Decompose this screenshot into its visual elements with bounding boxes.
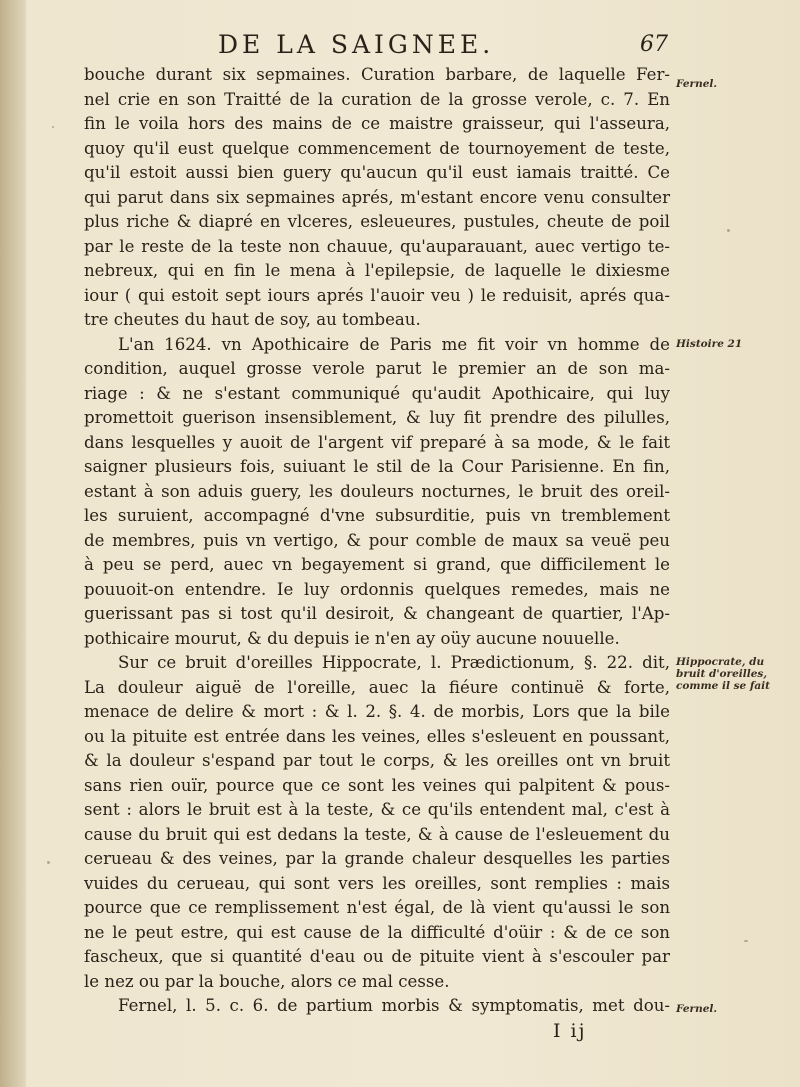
text-line: guerissant pas si tost qu'il desiroit, & changeant de quartier, l'Ap- xyxy=(84,604,670,623)
text-line: L'an 1624. vn Apothicaire de Paris me fit voir vn homme de xyxy=(118,334,670,354)
text-line: cause du bruit qui est dedans la teste, & à cause de l'esleuement du xyxy=(84,824,670,844)
text-line: pothicaire mourut, & du depuis ie n'en ay oüy aucune nouuelle. xyxy=(84,628,620,648)
marginal-note: Histoire 21 xyxy=(676,338,743,350)
text-line: les suruient, accompagné d'vne subsurditie, puis vn tremblement xyxy=(84,506,670,525)
text-line: vuides du cerueau, qui sont vers les oreilles, sont remplies : mais xyxy=(84,873,670,893)
text-line: plus riche & diapré en vlceres, esleueures, pustules, cheute de poil xyxy=(84,212,670,231)
marginal-note: Fernel. xyxy=(676,1003,718,1015)
text-line: à peu se perd, auec vn begayement si grand, que difficilement le xyxy=(84,555,670,574)
paper-speck xyxy=(52,126,54,128)
text-line: Sur ce bruit d'oreilles Hippocrate, l. Prædictionum, §. 22. dit, xyxy=(118,653,670,672)
text-line: ou la pituite est entrée dans les veines, elles s'esleuent en poussant, xyxy=(84,726,670,746)
text-line: bouche durant six sepmaines. Curation barbare, de laquelle Fer- xyxy=(84,65,670,84)
text-line: pouuoit-on entendre. Ie luy ordonnis quelques remedes, mais ne xyxy=(84,579,670,599)
text-line: cerueau & des veines, par la grande chaleur desquelles les parties xyxy=(84,849,670,868)
text-line: tre cheutes du haut de soy, au tombeau. xyxy=(84,310,421,329)
text-line: nebreux, qui en fin le mena à l'epilepsie, de laquelle le dixiesme xyxy=(84,261,670,280)
text-line: estant à son aduis guery, les douleurs nocturnes, le bruit des oreil- xyxy=(84,481,670,501)
text-line: promettoit guerison insensiblement, & luy fit prendre des pilulles, xyxy=(84,408,670,427)
body-text xyxy=(84,63,670,1019)
text-line: de membres, puis vn vertigo, & pour comble de maux sa veuë peu xyxy=(84,530,670,550)
text-line: fascheux, que si quantité d'eau ou de pituite vient à s'escouler par xyxy=(84,947,670,966)
text-line: dans lesquelles y auoit de l'argent vif preparé à sa mode, & le fait xyxy=(84,432,670,452)
running-title: DE LA SAIGNEE. xyxy=(218,30,495,59)
text-line: fin le voila hors des mains de ce maistre graisseur, qui l'asseura, xyxy=(84,114,670,133)
text-line: quoy qu'il eust quelque commencement de tournoyement de teste, xyxy=(84,138,670,158)
page-gutter xyxy=(0,0,26,1087)
text-line: nel crie en son Traitté de la curation de la grosse verole, c. 7. En xyxy=(84,89,670,109)
text-line: iour ( qui estoit sept iours aprés l'auoir veu ) le reduisit, aprés qua- xyxy=(84,285,670,305)
signature-mark: I ij xyxy=(553,1020,587,1042)
paper-speck xyxy=(744,940,748,942)
text-line: La douleur aiguë de l'oreille, auec la fiéure continuë & forte, xyxy=(84,677,670,697)
text-line: sans rien ouïr, pource que ce sont les veines qui palpitent & pous- xyxy=(84,775,670,795)
text-line: qui parut dans six sepmaines aprés, m'estant encore venu consulter xyxy=(84,187,670,207)
text-line: ne le peut estre, qui est cause de la difficulté d'oüir : & de ce son xyxy=(84,922,670,942)
paper-speck xyxy=(47,861,50,864)
text-line: sent : alors le bruit est à la teste, & ce qu'ils entendent mal, c'est à xyxy=(84,800,670,819)
paper-speck xyxy=(727,229,730,232)
marginal-note: Fernel. xyxy=(676,78,718,90)
text-line: le nez ou par la bouche, alors ce mal cesse. xyxy=(84,971,450,991)
text-line: riage : & ne s'estant communiqué qu'audit Apothicaire, qui luy xyxy=(84,383,670,403)
text-line: Fernel, l. 5. c. 6. de partium morbis & symptomatis, met dou- xyxy=(118,996,670,1015)
page-header xyxy=(0,30,800,62)
text-line: qu'il estoit aussi bien guery qu'aucun qu'il eust iamais traitté. Ce xyxy=(84,163,670,182)
text-line: pource que ce remplissement n'est égal, de là vient qu'aussi le son xyxy=(84,898,670,917)
page-number: 67 xyxy=(640,32,668,57)
text-line: & la douleur s'espand par tout le corps, & les oreilles ont vn bruit xyxy=(84,751,670,770)
text-line: par le reste de la teste non chauue, qu'auparauant, auec vertigo te- xyxy=(84,236,670,256)
marginal-note: Hippocrate, du bruit d'oreilles, comme il se fait xyxy=(676,656,770,692)
text-line: saigner plusieurs fois, suiuant le stil de la Cour Parisienne. En fin, xyxy=(84,457,670,476)
text-line: menace de delire & mort : & l. 2. §. 4. de morbis, Lors que la bile xyxy=(84,702,670,721)
text-line: condition, auquel grosse verole parut le premier an de son ma- xyxy=(84,359,670,378)
